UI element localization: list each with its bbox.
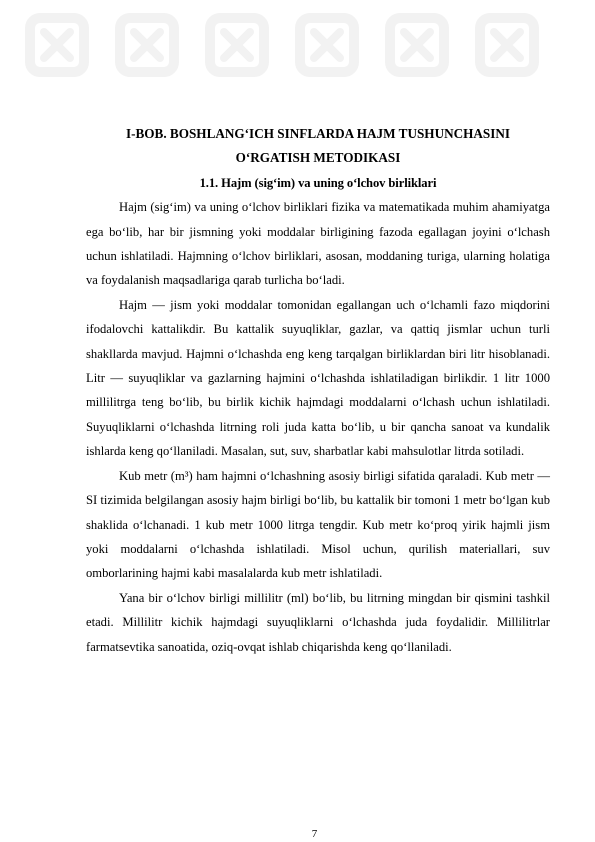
paragraph: Yana bir o‘lchov birligi millilitr (ml) bo‘lib, bu litrning mingdan bir qismini tashkil etadi. Millilitr kichik hajmdagi suyuqliklarni o‘lchashda juda foydalidir. Millilitrlar farmatsevtika sanoatida, oziq-ovqat ishlab chiqarishda keng qo‘llaniladi. bbox=[86, 590, 550, 654]
paragraph: Kub metr (m³) ham hajmni o‘lchashning asosiy birligi sifatida qaraladi. Kub metr — SI tizimida belgilangan asosiy hajm birligi bo‘lib, bu kattalik bir tomoni 1 metr bo‘lgan kub shaklida o‘lchanadi. 1 kub metr 1000 litrga tengdir. Kub metr ko‘proq yirik hajmli jism yoki moddalarni o‘lchashda ishlatiladi. Misol uchun, qurilish materiallari, suv omborlarining hajmi kabi masalalarda kub metr ishlatiladi. bbox=[86, 468, 550, 581]
document-page bbox=[86, 122, 550, 659]
paragraph: Hajm — jism yoki moddalar tomonidan egallangan uch o‘lchamli fazo miqdorini ifodalovchi kattalikdir. Bu kattalik suyuqliklar, gazlar, va qattiq jismlar uchun turli shakllarda mavjud. Hajmni o‘lchashda eng keng tarqalgan birliklardan biri litr hisoblanadi. Litr — suyuqliklar va gazlarning hajmini o‘lchashda ishlatiladigan birlikdir. 1 litr 1000 millilitrga teng bo‘lib, bu birlik kichik hajmdagi moddalarni o‘lchash uchun ishlatiladi. Suyuqliklarni o‘lchashda litrning roli juda katta bo‘lib, u bir qancha sanoat va kundalik ishlarda keng qo‘llaniladi. Masalan, sut, suv, sharbatlar kabi mahsulotlar litrda sotiladi. bbox=[86, 297, 550, 459]
paragraph: Hajm (sig‘im) va uning o‘lchov birliklari fizika va matematikada muhim ahamiyatga ega bo‘lib, har bir jismning yoki moddalar birligining fazoda egallagan joyini o‘lchash uchun ishlatiladi. Hajmning o‘lchov birliklari, asosan, moddaning turiga, ularning holatiga va foydalanish maqsadlariga qarab turlicha bo‘ladi. bbox=[86, 200, 550, 288]
chapter-title-line-2: O‘RGATISH METODIKASI bbox=[235, 150, 401, 166]
chapter-title-line-1: I-BOB. BOSHLANG‘ICH SINFLARDA HAJM TUSHUNCHASINI bbox=[125, 126, 511, 141]
page-number: 7 bbox=[311, 828, 318, 840]
section-title: 1.1. Hajm (sig‘im) va uning o‘lchov birliklari bbox=[199, 175, 437, 190]
